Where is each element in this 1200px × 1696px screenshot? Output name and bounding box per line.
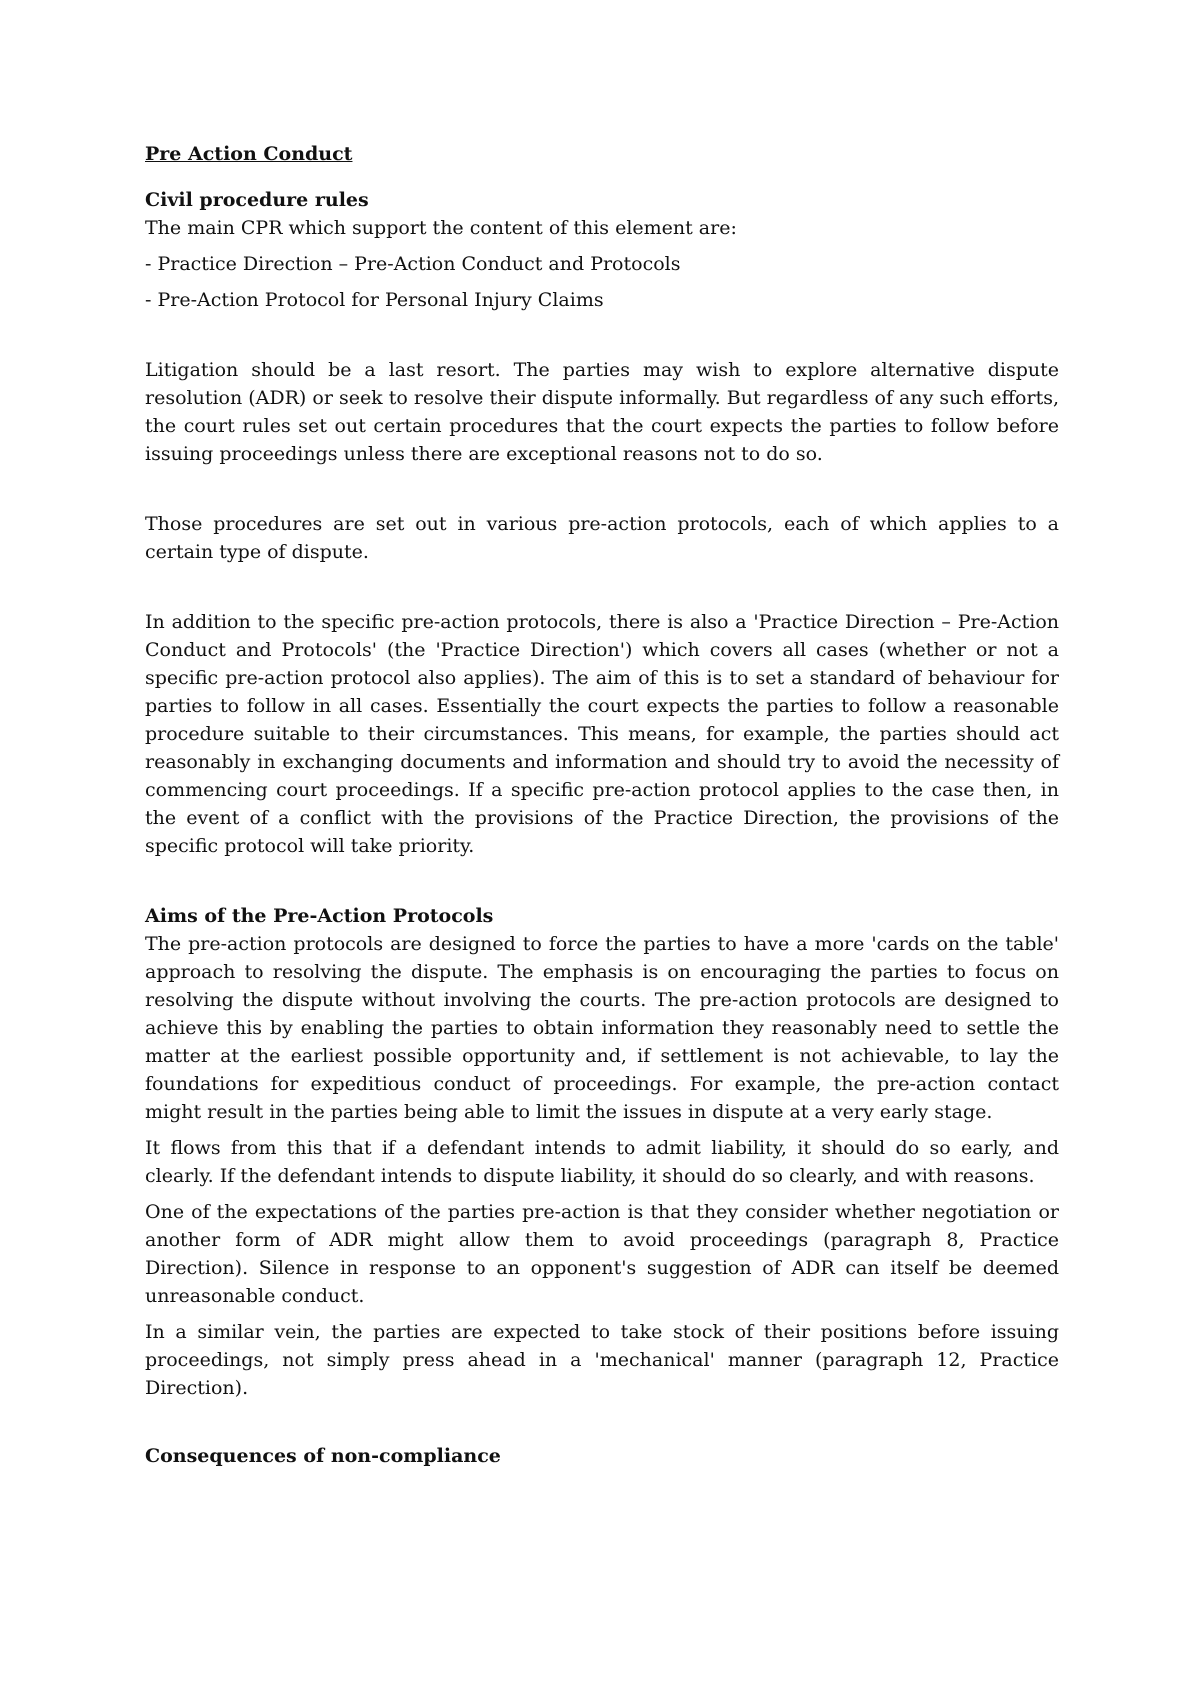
paragraph-aims: The pre-action protocols are designed to force the parties to have a more 'cards on the table' approach to resolving the dispute. The emphasis is on encouraging the parties to focus on resolving the dispute without involving the courts. The pre-action protocols are designed to achieve this by enabling the parties to obtain information they reasonably need to settle the matter at the earliest possible opportunity and, if settlement is not achievable, to lay the foundations for expeditious conduct of proceedings. For example, the pre-action contact might result in the parties being able to limit the issues in dispute at a very early stage. bbox=[145, 933, 1059, 1123]
document-page bbox=[145, 140, 1059, 1470]
paragraph-practice-direction: In addition to the specific pre-action protocols, there is also a 'Practice Direction – Pre-Action Conduct and Protocols' (the 'Practice Direction') which covers all cases (whether or not a specific pre-action protocol also applies). The aim of this is to set a standard of behaviour for parties to follow in all cases. Essentially the court expects the parties to follow a reasonable procedure suitable to their circumstances. This means, for example, the parties should act reasonably in exchanging documents and information and should try to avoid the necessity of commencing court proceedings. If a specific pre-action protocol applies to the case then, in the event of a conflict with the provisions of the Practice Direction, the provisions of the specific protocol will take priority. bbox=[145, 611, 1059, 857]
document-title: Pre Action Conduct bbox=[145, 143, 353, 165]
paragraph-adr: One of the expectations of the parties pre-action is that they consider whether negotiation or another form of ADR might allow them to avoid proceedings (paragraph 8, Practice Direction). Silence in response to an opponent's suggestion of ADR can itself be deemed unreasonable conduct. bbox=[145, 1201, 1059, 1307]
paragraph-liability: It flows from this that if a defendant intends to admit liability, it should do so early, and clearly. If the defendant intends to dispute liability, it should do so clearly, and with reasons. bbox=[145, 1137, 1059, 1187]
list-item: - Practice Direction – Pre-Action Conduct and Protocols bbox=[145, 253, 681, 275]
section-heading-consequences: Consequences of non-compliance bbox=[145, 1445, 501, 1467]
section-heading-civil-procedure-rules: Civil procedure rules bbox=[145, 189, 369, 211]
paragraph-take-stock: In a similar vein, the parties are expected to take stock of their positions before issuing proceedings, not simply press ahead in a 'mechanical' manner (paragraph 12, Practice Direction). bbox=[145, 1321, 1059, 1399]
list-item: - Pre-Action Protocol for Personal Injury Claims bbox=[145, 289, 604, 311]
intro-line: The main CPR which support the content of this element are: bbox=[145, 217, 737, 239]
section-heading-aims: Aims of the Pre-Action Protocols bbox=[145, 905, 494, 927]
paragraph-litigation: Litigation should be a last resort. The parties may wish to explore alternative dispute resolution (ADR) or seek to resolve their dispute informally. But regardless of any such efforts, the court rules set out certain procedures that the court expects the parties to follow before issuing proceedings unless there are exceptional reasons not to do so. bbox=[145, 359, 1059, 465]
paragraph-procedures: Those procedures are set out in various pre-action protocols, each of which applies to a certain type of dispute. bbox=[145, 513, 1059, 563]
